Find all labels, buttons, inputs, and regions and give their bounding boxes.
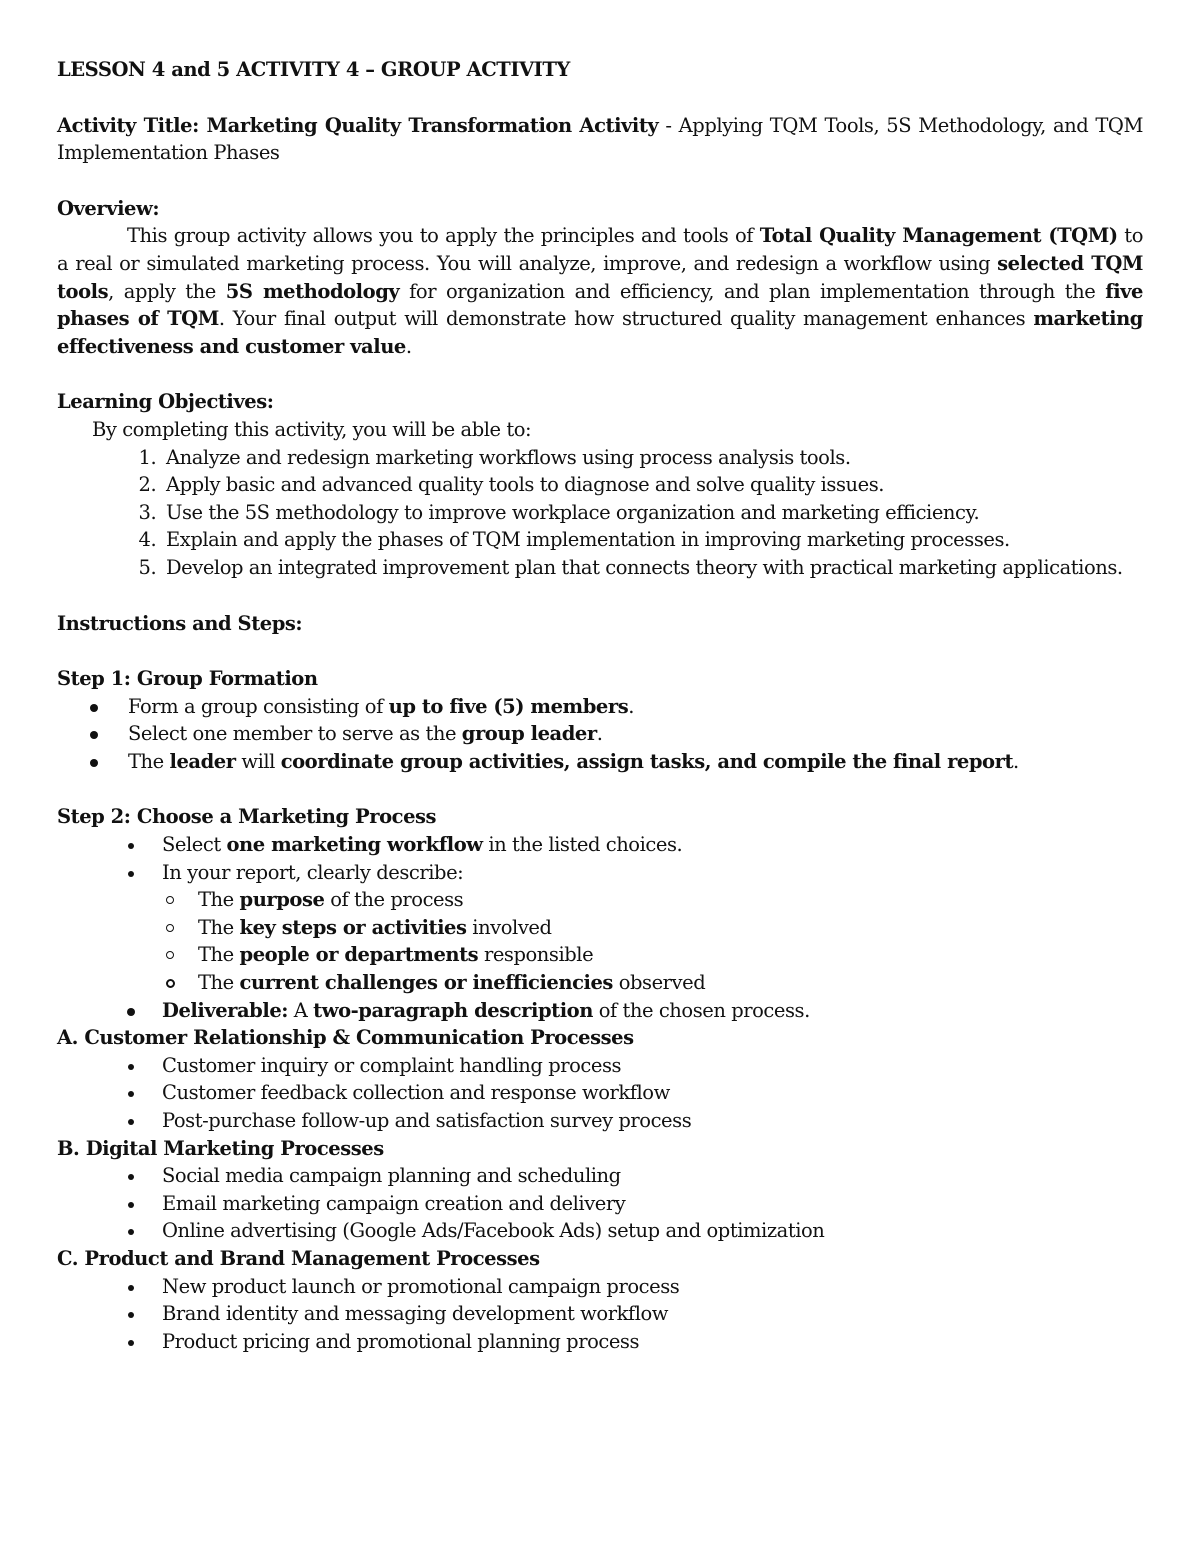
step2-heading: Step 2: Choose a Marketing Process [57, 805, 437, 829]
sub-list-item: The key steps or activities involved [162, 914, 1143, 942]
section-c-list [57, 1273, 1143, 1356]
list-item: New product launch or promotional campaign process [57, 1273, 1143, 1301]
list-item: The leader will coordinate group activities, assign tasks, and compile the final report. [57, 748, 1143, 776]
sub-list-item: The current challenges or inefficiencies observed [162, 969, 1143, 997]
section-b-list [57, 1162, 1143, 1245]
list-item: Product pricing and promotional planning process [57, 1328, 1143, 1356]
list-item: Online advertising (Google Ads/Facebook Ads) setup and optimization [57, 1217, 1143, 1245]
objectives-intro: By completing this activity, you will be able to: [92, 417, 532, 441]
list-item: 1. Analyze and redesign marketing workflows using process analysis tools. [162, 444, 1143, 472]
list-item: Social media campaign planning and scheduling [57, 1162, 1143, 1190]
section-a-heading: A. Customer Relationship & Communication Processes [57, 1026, 634, 1050]
list-item: In your report, clearly describe: The purpose of the process The key steps or activities involved The people or departments responsible The current challenges or inefficiencies observed [57, 859, 1143, 997]
step2-list [57, 831, 1143, 1024]
list-item: 4. Explain and apply the phases of TQM implementation in improving marketing processes. [162, 526, 1143, 554]
list-item: Select one marketing workflow in the listed choices. [57, 831, 1143, 859]
overview-heading: Overview: [57, 196, 160, 220]
step1-list [57, 693, 1143, 776]
list-item: 5. Develop an integrated improvement plan that connects theory with practical marketing applications. [162, 554, 1143, 582]
deliverable-item: Deliverable: A two-paragraph description of the chosen process. [57, 997, 1143, 1025]
list-item: Customer inquiry or complaint handling process [57, 1052, 1143, 1080]
list-item: Customer feedback collection and response workflow [57, 1079, 1143, 1107]
document-title: LESSON 4 and 5 ACTIVITY 4 – GROUP ACTIVITY [57, 58, 570, 81]
list-item: Select one member to serve as the group leader. [57, 720, 1143, 748]
list-item: Post-purchase follow-up and satisfaction survey process [57, 1107, 1143, 1135]
list-item: 3. Use the 5S methodology to improve workplace organization and marketing efficiency. [162, 499, 1143, 527]
list-item: 2. Apply basic and advanced quality tools to diagnose and solve quality issues. [162, 471, 1143, 499]
section-b-heading: B. Digital Marketing Processes [57, 1136, 384, 1160]
describe-sublist [162, 886, 1143, 996]
step1-heading: Step 1: Group Formation [57, 667, 318, 691]
section-c-heading: C. Product and Brand Management Processes [57, 1246, 540, 1270]
document-page [57, 56, 1143, 1355]
activity-title-label: Activity Title: Marketing Quality Transformation Activity [57, 113, 659, 137]
instructions-heading: Instructions and Steps: [57, 611, 303, 635]
activity-title-rest: - Applying TQM Tools, 5S Methodology, and TQM Implementation Phases [57, 113, 1143, 165]
list-item: Email marketing campaign creation and delivery [57, 1190, 1143, 1218]
objectives-list [57, 444, 1143, 582]
overview-paragraph: This group activity allows you to apply the principles and tools of Total Quality Management (TQM) to a real or simulated marketing process. You will analyze, improve, and redesign a workflow using selected TQM tools, apply the 5S methodology for organization and efficiency, and plan implementation through the five phases of TQM. Your final output will demonstrate how structured quality management enhances marketing effectiveness and customer value. [57, 224, 1144, 358]
list-item: Brand identity and messaging development workflow [57, 1300, 1143, 1328]
section-a-list [57, 1052, 1143, 1135]
list-item: Form a group consisting of up to five (5) members. [57, 693, 1143, 721]
sub-list-item: The people or departments responsible [162, 941, 1143, 969]
objectives-heading: Learning Objectives: [57, 390, 274, 414]
sub-list-item: The purpose of the process [162, 886, 1143, 914]
activity-title [57, 112, 1143, 167]
